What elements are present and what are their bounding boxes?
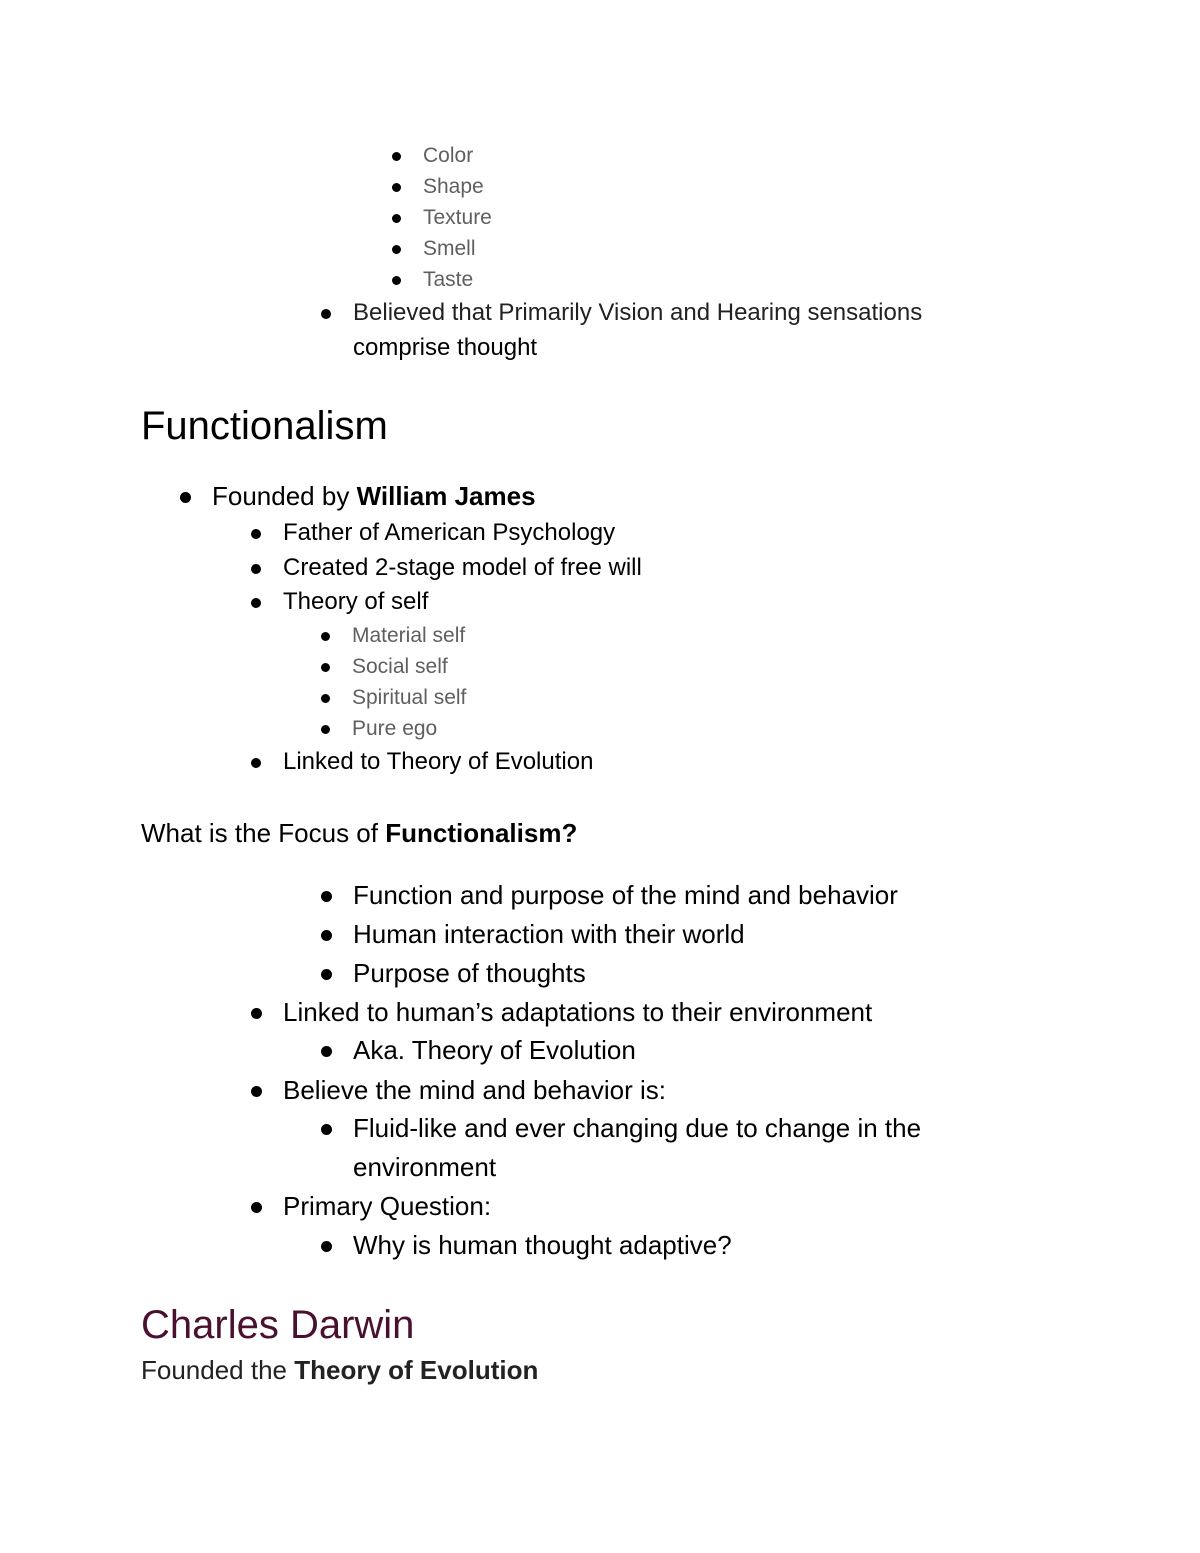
list-item: Shape xyxy=(423,175,484,198)
list-item: Linked to human’s adaptations to their environment xyxy=(283,997,873,1027)
darwin-founded-bold: Theory of Evolution xyxy=(294,1355,539,1385)
bullet-icon xyxy=(251,598,261,608)
focus-question-prefix: What is the Focus of xyxy=(141,818,386,848)
list-item-continuation: environment xyxy=(353,1152,497,1182)
list-item: Taste xyxy=(423,268,474,291)
bullet-icon xyxy=(251,758,261,768)
bullet-icon xyxy=(180,492,191,503)
list-item: Spiritual self xyxy=(352,686,467,709)
bullet-icon xyxy=(321,663,330,672)
list-item: Primary Question: xyxy=(283,1191,492,1221)
list-item: Fluid-like and ever changing due to change in the xyxy=(353,1113,922,1143)
list-item: Material self xyxy=(352,624,466,647)
list-item: Believe the mind and behavior is: xyxy=(283,1075,667,1105)
bullet-icon xyxy=(251,1086,262,1097)
list-item-continuation: comprise thought xyxy=(353,334,538,361)
bullet-icon xyxy=(251,1008,262,1019)
list-item: Social self xyxy=(352,655,448,678)
list-item: Created 2-stage model of free will xyxy=(283,554,642,581)
bullet-icon xyxy=(392,183,401,192)
list-item: Why is human thought adaptive? xyxy=(353,1230,732,1260)
founder-name: William James xyxy=(356,481,536,511)
bullet-icon xyxy=(321,725,330,734)
list-item: Texture xyxy=(423,206,492,229)
list-item: Color xyxy=(423,144,474,167)
bullet-icon xyxy=(321,694,330,703)
list-item: Believed that Primarily Vision and Hearing sensations xyxy=(353,299,923,326)
list-item: Function and purpose of the mind and behavior xyxy=(353,880,898,910)
founded-by-line xyxy=(212,483,536,509)
list-item: Pure ego xyxy=(352,717,438,740)
bullet-icon xyxy=(321,1241,332,1252)
list-item: Smell xyxy=(423,237,476,260)
focus-question xyxy=(141,820,577,846)
section-heading-functionalism: Functionalism xyxy=(141,404,388,448)
bullet-icon xyxy=(321,891,332,902)
bullet-icon xyxy=(321,1124,332,1135)
list-item: Purpose of thoughts xyxy=(353,958,586,988)
bullet-icon xyxy=(392,214,401,223)
darwin-founded-prefix: Founded the xyxy=(141,1355,295,1385)
bullet-icon xyxy=(251,529,261,539)
bullet-icon xyxy=(251,1202,262,1213)
bullet-icon xyxy=(321,632,330,641)
focus-question-bold: Functionalism? xyxy=(385,818,578,848)
list-item: Father of American Psychology xyxy=(283,519,616,546)
list-item: Human interaction with their world xyxy=(353,919,745,949)
list-item: Aka. Theory of Evolution xyxy=(353,1035,636,1065)
list-item: Linked to Theory of Evolution xyxy=(283,748,594,775)
bullet-icon xyxy=(392,245,401,254)
founded-prefix: Founded by xyxy=(212,481,357,511)
darwin-founded-line xyxy=(141,1357,538,1383)
bullet-icon xyxy=(392,152,401,161)
section-heading-charles-darwin: Charles Darwin xyxy=(141,1303,415,1347)
bullet-icon xyxy=(392,276,401,285)
list-item: Theory of self xyxy=(283,588,429,615)
bullet-icon xyxy=(321,969,332,980)
bullet-icon xyxy=(321,309,331,319)
bullet-icon xyxy=(321,1046,332,1057)
bullet-icon xyxy=(251,564,261,574)
bullet-icon xyxy=(321,930,332,941)
